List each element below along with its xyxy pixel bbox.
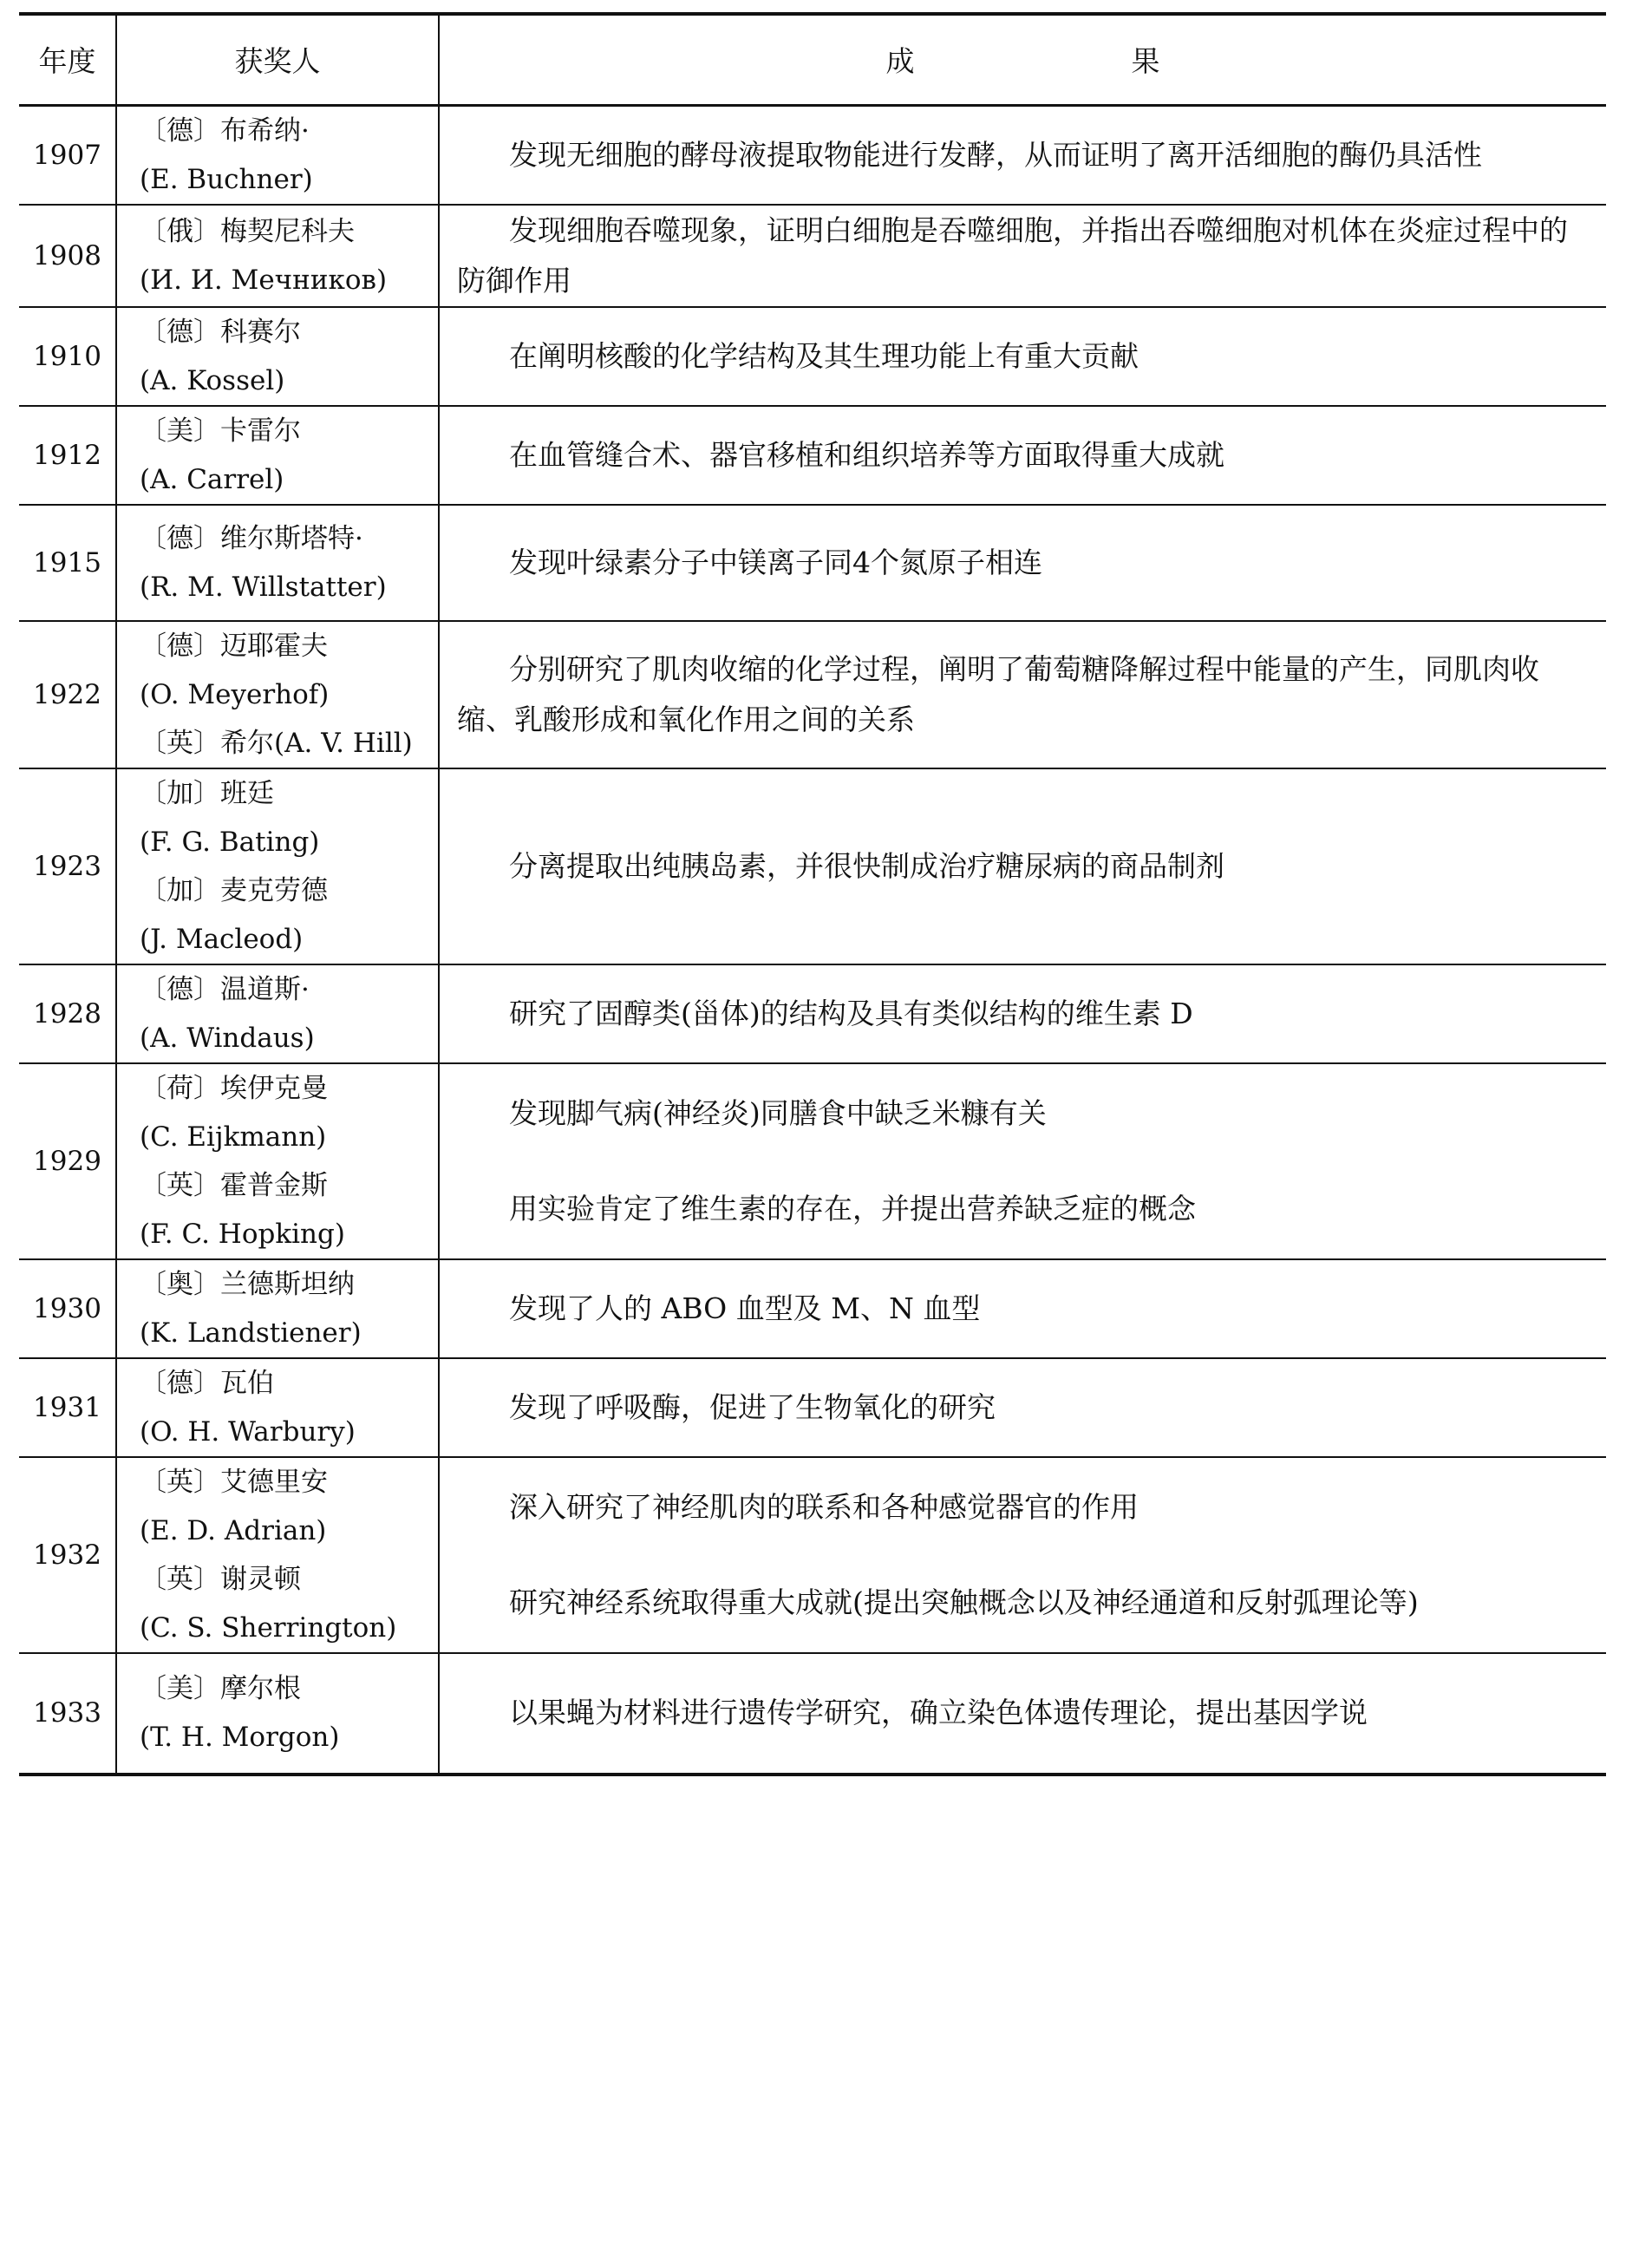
achievement-text: 在血管缝合术、器官移植和组织培养等方面取得重大成就	[509, 437, 1224, 472]
achievement-cell	[439, 406, 1606, 505]
header-year: 年度	[19, 14, 116, 105]
header-achievement-left: 成	[885, 44, 915, 79]
achievement-text: 发现无细胞的酵母液提取物能进行发酵，从而证明了离开活细胞的酶仍具活性	[509, 137, 1482, 172]
laureate-line: 〔奥〕兰德斯坦纳	[140, 1268, 355, 1300]
table-row	[19, 505, 1606, 621]
year-cell: 1928	[19, 964, 116, 1063]
year-cell: 1929	[19, 1063, 116, 1259]
achievement-text: 发现叶绿素分子中镁离子同4个氮原子相连	[509, 545, 1042, 579]
year-cell: 1907	[19, 105, 116, 205]
laureate-line: 〔德〕布希纳·	[140, 114, 310, 147]
table-row	[19, 105, 1606, 205]
laureate-cell	[116, 406, 439, 505]
laureate-line: (R. M. Willstatter)	[140, 571, 387, 603]
laureate-line: (K. Landstiener)	[140, 1317, 362, 1349]
table-row	[19, 1063, 1606, 1259]
laureate-cell	[116, 205, 439, 307]
laureate-line: 〔加〕麦克劳德	[140, 874, 328, 906]
laureate-line: (A. Windaus)	[140, 1022, 315, 1054]
year-cell: 1923	[19, 768, 116, 964]
laureate-cell	[116, 1653, 439, 1775]
laureate-line: (F. C. Hopking)	[140, 1218, 345, 1250]
laureate-line: 〔德〕科赛尔	[140, 316, 301, 348]
achievement-text: 研究了固醇类(甾体)的结构及具有类似结构的维生素 D	[509, 996, 1193, 1030]
achievement-text: 分别研究了肌肉收缩的化学过程，阐明了葡萄糖降解过程中能量的产生，同肌肉收缩、乳酸形成和氧化作用之间的关系	[457, 651, 1539, 736]
laureate-line: (J. Macleod)	[140, 923, 304, 955]
year-cell: 1933	[19, 1653, 116, 1775]
laureate-line: 〔德〕迈耶霍夫	[140, 630, 328, 662]
laureate-line: 〔英〕霍普金斯	[140, 1169, 328, 1201]
laureate-line: (C. Eijkmann)	[140, 1121, 327, 1153]
laureate-line: 〔英〕希尔(A. V. Hill)	[140, 727, 413, 759]
laureate-cell	[116, 1063, 439, 1259]
laureate-line: 〔美〕卡雷尔	[140, 415, 301, 447]
achievement-text: 分离提取出纯胰岛素，并很快制成治疗糖尿病的商品制剂	[509, 848, 1224, 883]
year-cell: 1910	[19, 307, 116, 406]
laureate-line: 〔德〕瓦伯	[140, 1367, 274, 1399]
achievement-text: 发现了人的 ABO 血型及 M、N 血型	[509, 1291, 981, 1325]
header-laureate: 获奖人	[116, 14, 439, 105]
year-cell: 1912	[19, 406, 116, 505]
laureate-line: 〔德〕维尔斯塔特·	[140, 522, 363, 554]
achievement-cell	[439, 1358, 1606, 1457]
laureate-line: 〔英〕谢灵顿	[140, 1563, 301, 1595]
header-achievement	[439, 14, 1606, 105]
laureate-line: (O. Meyerhof)	[140, 678, 330, 710]
achievement-cell	[439, 964, 1606, 1063]
laureate-line: (C. S. Sherrington)	[140, 1611, 397, 1644]
achievement-cell	[439, 505, 1606, 621]
laureate-line: (A. Kossel)	[140, 364, 285, 396]
laureate-line: (F. G. Bating)	[140, 826, 320, 858]
laureate-cell	[116, 105, 439, 205]
document-page	[19, 12, 1606, 1776]
laureate-cell	[116, 1358, 439, 1457]
nobel-table	[19, 12, 1606, 1776]
table-row	[19, 406, 1606, 505]
achievement-cell	[439, 1063, 1606, 1259]
laureate-line: (A. Carrel)	[140, 463, 284, 495]
achievement-cell	[439, 1457, 1606, 1653]
laureate-line: 〔俄〕梅契尼科夫	[140, 215, 355, 247]
laureate-cell	[116, 1457, 439, 1653]
table-row	[19, 621, 1606, 768]
achievement-text: 在阐明核酸的化学结构及其生理功能上有重大贡献	[509, 338, 1139, 373]
laureate-line: 〔德〕温道斯·	[140, 973, 310, 1005]
laureate-line: 〔荷〕埃伊克曼	[140, 1072, 328, 1104]
achievement-cell	[439, 105, 1606, 205]
table-row	[19, 1653, 1606, 1775]
laureate-line: (T. H. Morgon)	[140, 1722, 340, 1753]
laureate-cell	[116, 505, 439, 621]
laureate-cell	[116, 964, 439, 1063]
table-row	[19, 1358, 1606, 1457]
laureate-line: 〔加〕班廷	[140, 777, 274, 809]
achievement-cell	[439, 205, 1606, 307]
achievement-text: 以果蝇为材料进行遗传学研究，确立染色体遗传理论，提出基因学说	[509, 1696, 1368, 1729]
table-row	[19, 964, 1606, 1063]
year-cell: 1915	[19, 505, 116, 621]
table-row	[19, 205, 1606, 307]
table-header-row	[19, 14, 1606, 105]
year-cell: 1931	[19, 1358, 116, 1457]
laureate-cell	[116, 1259, 439, 1358]
achievement-text: 发现了呼吸酶，促进了生物氧化的研究	[509, 1389, 996, 1424]
achievement-cell	[439, 768, 1606, 964]
laureate-line: 〔英〕艾德里安	[140, 1466, 328, 1498]
achievement-cell	[439, 621, 1606, 768]
laureate-cell	[116, 768, 439, 964]
achievement-text: 研究神经系统取得重大成就(提出突触概念以及神经通道和反射弧理论等)	[509, 1585, 1419, 1619]
table-row	[19, 768, 1606, 964]
year-cell: 1930	[19, 1259, 116, 1358]
table-row	[19, 1259, 1606, 1358]
laureate-cell	[116, 307, 439, 406]
achievement-text: 发现细胞吞噬现象，证明白细胞是吞噬细胞，并指出吞噬细胞对机体在炎症过程中的防御作用	[457, 212, 1568, 297]
achievement-cell	[439, 1259, 1606, 1358]
laureate-line: (И. И. Мечников)	[140, 264, 388, 296]
laureate-line: (E. Buchner)	[140, 163, 313, 195]
table-row	[19, 307, 1606, 406]
achievement-text: 深入研究了神经肌肉的联系和各种感觉器官的作用	[509, 1489, 1139, 1524]
laureate-line: (E. D. Adrian)	[140, 1514, 327, 1546]
achievement-cell	[439, 307, 1606, 406]
year-cell: 1908	[19, 205, 116, 307]
achievement-text: 用实验肯定了维生素的存在，并提出营养缺乏症的概念	[509, 1191, 1196, 1226]
achievement-text: 发现脚气病(神经炎)同膳食中缺乏米糠有关	[509, 1095, 1047, 1130]
laureate-line: (O. H. Warbury)	[140, 1415, 356, 1448]
year-cell: 1932	[19, 1457, 116, 1653]
laureate-line: 〔美〕摩尔根	[140, 1673, 301, 1704]
year-cell: 1922	[19, 621, 116, 768]
table-row	[19, 1457, 1606, 1653]
achievement-cell	[439, 1653, 1606, 1775]
laureate-cell	[116, 621, 439, 768]
header-achievement-right: 果	[1131, 44, 1160, 79]
